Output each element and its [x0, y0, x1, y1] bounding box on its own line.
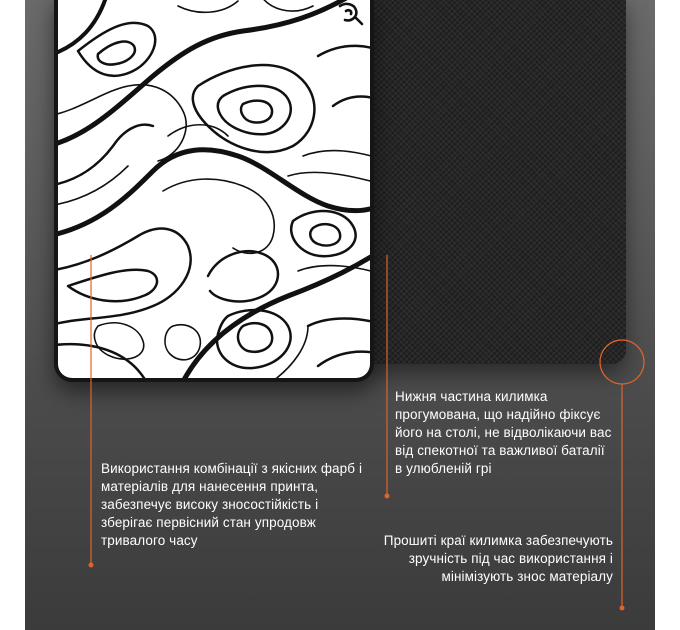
callout-text-print: Використання комбінації з якісних фарб і матеріалів для нанесення принта, забезпечує високу зносостійкість і зберігає первісний стан упродовж тривалого часу — [101, 461, 363, 548]
callout-text-base: Нижня частина килимка прогумована, що надійно фіксує його на столі, не відволікаючи вас від спекотної та важливої баталії в улюбленій грі — [395, 389, 612, 476]
callout-dot-edges — [620, 606, 625, 611]
callout-text-edges: Прошиті краї килимка забезпечують зручність під час використання і мінімізують знос матеріалу — [383, 533, 613, 584]
callout-ring-edges — [600, 340, 644, 384]
product-panel — [25, 0, 655, 630]
callout-dot-print — [89, 563, 94, 568]
callout-dot-base — [385, 494, 390, 499]
